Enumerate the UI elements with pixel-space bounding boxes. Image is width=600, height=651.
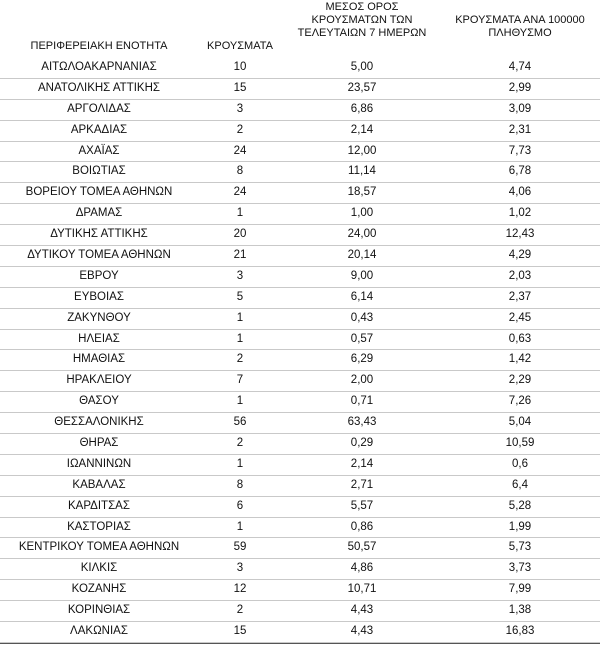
cell-region: ΙΩΑΝΝΙΝΩΝ: [66, 457, 132, 470]
table-row: [0, 225, 600, 246]
cell-region: ΗΜΑΘΙΑΣ: [72, 353, 126, 366]
cell-region: ΔΥΤΙΚΟΥ ΤΟΜΕΑ ΑΘΗΝΩΝ: [27, 249, 171, 262]
cell-cases-per-100000: 6,78: [508, 165, 532, 178]
cell-cases: 1: [236, 207, 244, 220]
table-row: [0, 162, 600, 183]
cell-7day-average: 2,00: [350, 374, 374, 387]
cell-cases-per-100000: 16,83: [505, 625, 535, 638]
cell-7day-average: 12,00: [347, 144, 377, 157]
cell-cases: 15: [233, 625, 247, 638]
table-row: [0, 58, 600, 79]
table-row: [0, 538, 600, 559]
cell-region: ΚΟΖΑΝΗΣ: [71, 583, 127, 596]
table-row: [0, 288, 600, 309]
cell-cases: 15: [233, 81, 247, 94]
cell-7day-average: 2,14: [350, 457, 374, 470]
cell-7day-average: 24,00: [347, 228, 377, 241]
cell-region: ΑΙΤΩΛΟΑΚΑΡΝΑΝΙΑΣ: [41, 61, 157, 73]
cell-cases-per-100000: 3,09: [508, 102, 532, 115]
cell-cases-per-100000: 0,63: [508, 332, 532, 345]
cell-7day-average: 0,86: [350, 520, 374, 533]
cell-7day-average: 4,43: [350, 604, 374, 617]
cell-cases-per-100000: 2,03: [508, 269, 532, 282]
table-row: [0, 497, 600, 518]
cell-7day-average: 9,00: [350, 269, 374, 282]
cell-cases: 1: [236, 311, 244, 324]
cell-cases-per-100000: 1,38: [508, 604, 532, 617]
cell-7day-average: 50,57: [347, 541, 377, 554]
cell-cases-per-100000: 4,29: [508, 249, 532, 262]
cell-region: ΛΑΚΩΝΙΑΣ: [70, 625, 128, 638]
cell-region: ΗΡΑΚΛΕΙΟΥ: [66, 374, 132, 387]
cell-cases: 12: [233, 583, 247, 596]
cell-cases: 2: [236, 353, 244, 366]
cell-cases-per-100000: 1,42: [508, 353, 532, 366]
cell-cases: 59: [233, 541, 247, 554]
table-row: [0, 246, 600, 267]
cell-cases-per-100000: 1,99: [508, 520, 532, 533]
cell-cases: 24: [233, 144, 247, 157]
cell-cases-per-100000: 7,73: [508, 144, 532, 157]
cell-cases: 2: [236, 604, 244, 617]
cell-cases-per-100000: 2,29: [508, 374, 532, 387]
cell-cases: 10: [233, 61, 247, 73]
cell-region: ΔΥΤΙΚΗΣ ΑΤΤΙΚΗΣ: [50, 228, 148, 241]
cell-7day-average: 0,29: [350, 437, 374, 450]
cell-cases: 21: [233, 249, 247, 262]
cell-region: ΕΒΡΟΥ: [79, 269, 119, 282]
table-row: [0, 330, 600, 351]
cell-cases-per-100000: 2,37: [508, 290, 532, 303]
cell-cases-per-100000: 4,06: [508, 186, 532, 199]
table-row: [0, 79, 600, 100]
cell-cases-per-100000: 10,59: [505, 437, 535, 450]
cell-region: ΘΕΣΣΑΛΟΝΙΚΗΣ: [54, 416, 144, 429]
table-row: [0, 455, 600, 476]
table-row: [0, 601, 600, 622]
table-row: [0, 121, 600, 142]
column-header-region: ΠΕΡΙΦΕΡΕΙΑΚΗ ΕΝΟΤΗΤΑ: [30, 40, 168, 52]
cell-region: ΘΑΣΟΥ: [79, 395, 119, 408]
table-bottom-rule: [0, 643, 600, 644]
cell-region: ΚΑΡΔΙΤΣΑΣ: [68, 499, 130, 512]
cell-cases-per-100000: 5,04: [508, 416, 532, 429]
cell-region: ΔΡΑΜΑΣ: [75, 207, 123, 220]
cell-region: ΒΟΡΕΙΟΥ ΤΟΜΕΑ ΑΘΗΝΩΝ: [25, 186, 173, 199]
column-header-cases: ΚΡΟΥΣΜΑΤΑ: [207, 40, 273, 52]
cell-cases-per-100000: 2,31: [508, 123, 532, 136]
cell-region: ΑΝΑΤΟΛΙΚΗΣ ΑΤΤΙΚΗΣ: [37, 81, 160, 94]
cell-cases: 56: [233, 416, 247, 429]
cell-cases: 24: [233, 186, 247, 199]
cell-7day-average: 23,57: [347, 81, 377, 94]
column-header-cases-per-100000: ΚΡΟΥΣΜΑΤΑ ΑΝΑ 100000 ΠΛΗΘΥΣΜΟ: [455, 14, 585, 39]
cell-7day-average: 18,57: [347, 186, 377, 199]
cell-cases: 2: [236, 437, 244, 450]
cell-cases: 1: [236, 332, 244, 345]
cell-7day-average: 6,29: [350, 353, 374, 366]
cell-cases: 3: [236, 269, 244, 282]
table-row: [0, 142, 600, 163]
cell-cases: 6: [236, 499, 244, 512]
cell-cases-per-100000: 12,43: [505, 228, 535, 241]
cell-region: ΚΑΣΤΟΡΙΑΣ: [67, 520, 131, 533]
cell-cases-per-100000: 6,4: [512, 478, 528, 491]
table-row: [0, 371, 600, 392]
cell-region: ΕΥΒΟΙΑΣ: [74, 290, 124, 303]
table-row: [0, 350, 600, 371]
table-row: [0, 100, 600, 121]
cell-7day-average: 2,14: [350, 123, 374, 136]
cell-cases: 7: [236, 374, 244, 387]
cell-7day-average: 0,71: [350, 395, 374, 408]
cell-cases-per-100000: 2,45: [508, 311, 532, 324]
cell-cases: 1: [236, 457, 244, 470]
cell-region: ΗΛΕΙΑΣ: [78, 332, 120, 345]
cell-7day-average: 5,57: [350, 499, 374, 512]
table-row: [0, 434, 600, 455]
cell-cases-per-100000: 4,74: [508, 61, 532, 73]
table-row: [0, 476, 600, 497]
cell-cases: 1: [236, 395, 244, 408]
cell-7day-average: 2,71: [350, 478, 374, 491]
cell-cases: 20: [233, 228, 247, 241]
cell-cases: 2: [236, 123, 244, 136]
cell-7day-average: 20,14: [347, 249, 377, 262]
cell-region: ΚΑΒΑΛΑΣ: [72, 478, 126, 491]
cell-7day-average: 0,43: [350, 311, 374, 324]
cell-cases: 5: [236, 290, 244, 303]
cell-cases: 1: [236, 520, 244, 533]
table-row: [0, 267, 600, 288]
cell-cases-per-100000: 5,28: [508, 499, 532, 512]
cell-region: ΚΕΝΤΡΙΚΟΥ ΤΟΜΕΑ ΑΘΗΝΩΝ: [18, 541, 180, 554]
table-row: [0, 183, 600, 204]
table-row: [0, 622, 600, 643]
cell-cases-per-100000: 1,02: [508, 207, 532, 220]
cell-cases: 8: [236, 165, 244, 178]
cell-7day-average: 10,71: [347, 583, 377, 596]
cell-region: ΑΡΓΟΛΙΔΑΣ: [67, 102, 131, 115]
table-row: [0, 580, 600, 601]
cell-region: ΚΙΛΚΙΣ: [80, 562, 118, 575]
cell-cases: 8: [236, 478, 244, 491]
cell-7day-average: 6,86: [350, 102, 374, 115]
table-header: [0, 0, 600, 58]
cell-7day-average: 11,14: [348, 165, 376, 178]
table-row: [0, 559, 600, 580]
table-row: [0, 309, 600, 330]
cell-cases: 3: [236, 562, 244, 575]
cell-cases-per-100000: 5,73: [508, 541, 532, 554]
cell-cases-per-100000: 3,73: [508, 562, 532, 575]
cell-7day-average: 4,43: [350, 625, 374, 638]
cell-7day-average: 0,57: [350, 332, 374, 345]
cell-region: ΘΗΡΑΣ: [79, 437, 119, 450]
cell-cases-per-100000: 7,99: [508, 583, 532, 596]
cell-region: ΚΟΡΙΝΘΙΑΣ: [67, 604, 131, 617]
cell-cases-per-100000: 2,99: [508, 81, 532, 94]
column-header-7day-average: ΜΕΣΟΣ ΟΡΟΣ ΚΡΟΥΣΜΑΤΩΝ ΤΩΝ ΤΕΛΕΥΤΑΙΩΝ 7 ΗΜΕΡΩΝ: [297, 1, 427, 39]
cell-7day-average: 63,43: [347, 416, 377, 429]
cell-region: ΑΡΚΑΔΙΑΣ: [70, 123, 128, 136]
cell-cases-per-100000: 0,6: [512, 457, 528, 470]
cell-region: ΒΟΙΩΤΙΑΣ: [72, 165, 126, 178]
cell-7day-average: 5,00: [350, 61, 374, 73]
table-row: [0, 204, 600, 225]
cell-region: ΑΧΑΪΑΣ: [78, 144, 120, 157]
table-row: [0, 413, 600, 434]
cell-cases-per-100000: 7,26: [508, 395, 532, 408]
cell-cases: 3: [236, 102, 244, 115]
table-row: [0, 392, 600, 413]
table-body: [0, 58, 600, 643]
cell-7day-average: 6,14: [350, 290, 374, 303]
cell-region: ΖΑΚΥΝΘΟΥ: [67, 311, 131, 324]
table-row: [0, 518, 600, 539]
cell-7day-average: 4,86: [350, 562, 374, 575]
cell-7day-average: 1,00: [350, 207, 374, 220]
